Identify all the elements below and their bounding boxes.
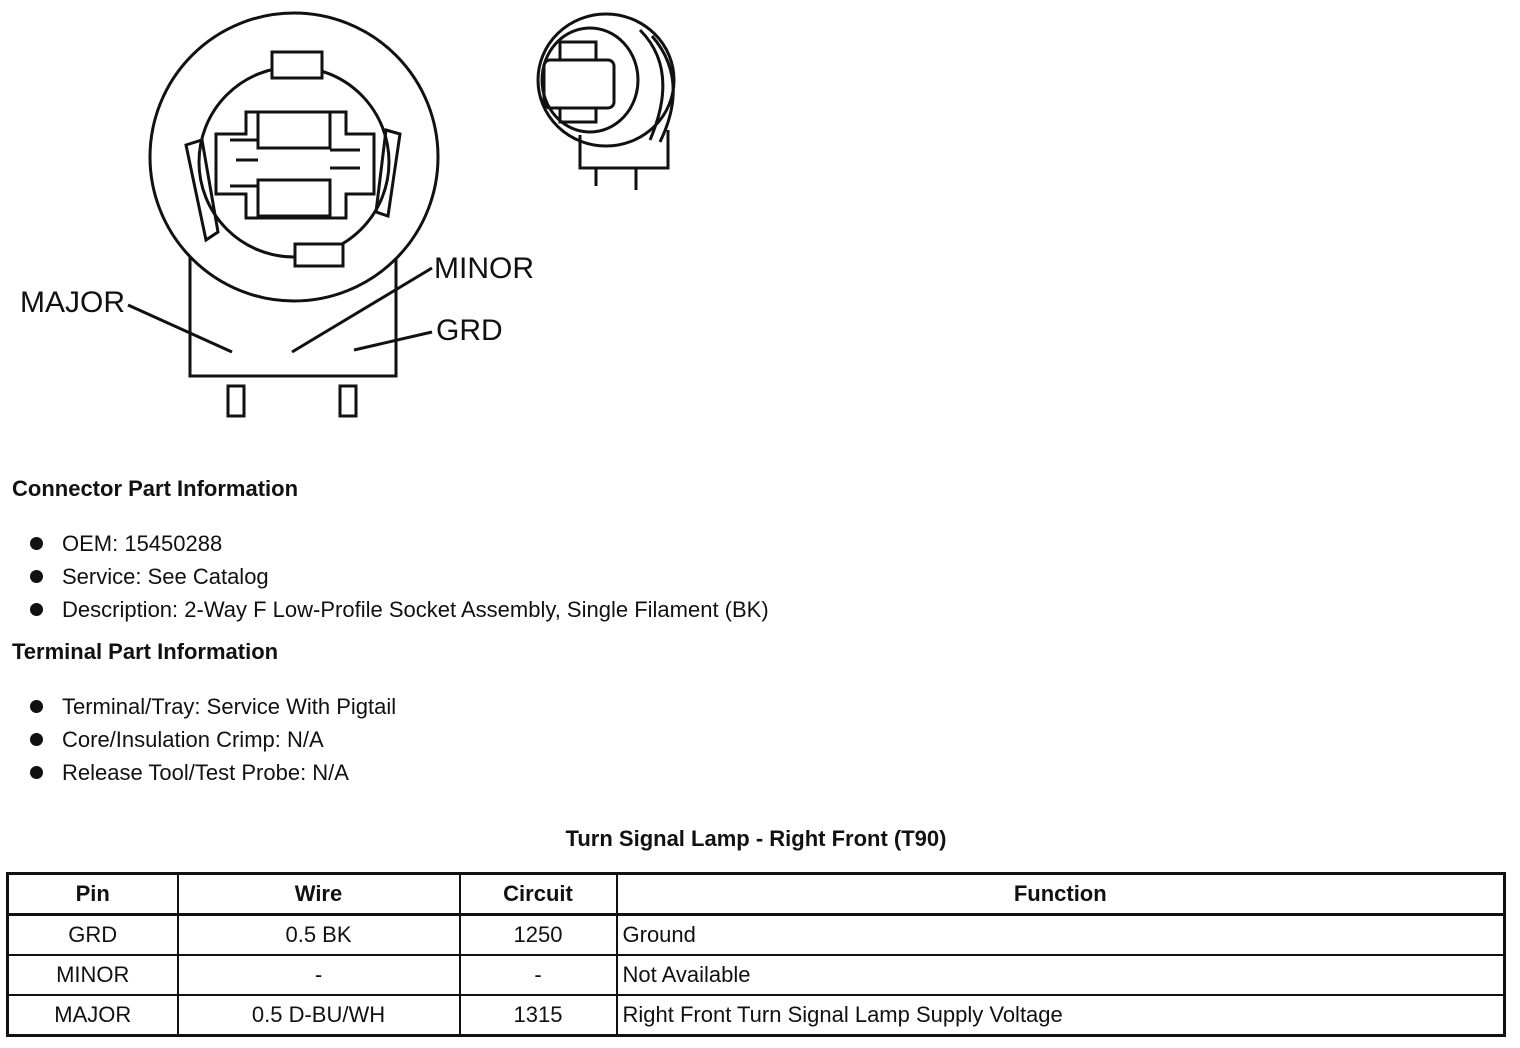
major-pin-label: MAJOR <box>20 286 125 319</box>
cell-pin: GRD <box>8 915 178 956</box>
list-item: Terminal/Tray: Service With Pigtail <box>28 690 396 723</box>
terminal-info-list <box>28 690 396 789</box>
list-item: OEM: 15450288 <box>28 527 769 560</box>
connector-diagram <box>0 0 760 440</box>
cell-wire: 0.5 D-BU/WH <box>178 995 460 1036</box>
list-item: Release Tool/Test Probe: N/A <box>28 756 396 789</box>
connector-info-heading: Connector Part Information <box>12 476 299 501</box>
cell-circuit: 1315 <box>460 995 617 1036</box>
header-pin: Pin <box>8 874 178 915</box>
table-row <box>8 995 1505 1036</box>
pinout-table <box>6 872 1506 1037</box>
list-item: Description: 2-Way F Low-Profile Socket Assembly, Single Filament (BK) <box>28 593 769 626</box>
grd-pin-label: GRD <box>436 314 503 347</box>
table-title: Turn Signal Lamp - Right Front (T90) <box>565 826 947 851</box>
socket-face-view <box>150 13 438 416</box>
table-header-row <box>8 874 1505 915</box>
cell-circuit: - <box>460 955 617 995</box>
cell-function: Ground <box>617 915 1505 956</box>
header-wire: Wire <box>178 874 460 915</box>
cell-function: Not Available <box>617 955 1505 995</box>
cell-wire: 0.5 BK <box>178 915 460 956</box>
header-circuit: Circuit <box>460 874 617 915</box>
list-item: Service: See Catalog <box>28 560 769 593</box>
cell-circuit: 1250 <box>460 915 617 956</box>
minor-pin-label: MINOR <box>434 252 534 285</box>
table-row <box>8 955 1505 995</box>
terminal-info-heading: Terminal Part Information <box>12 639 279 664</box>
list-item: Core/Insulation Crimp: N/A <box>28 723 396 756</box>
header-function: Function <box>617 874 1505 915</box>
cell-pin: MAJOR <box>8 995 178 1036</box>
connector-info-list <box>28 527 769 626</box>
socket-side-view <box>538 14 674 190</box>
cell-wire: - <box>178 955 460 995</box>
cell-pin: MINOR <box>8 955 178 995</box>
table-row <box>8 915 1505 956</box>
cell-function: Right Front Turn Signal Lamp Supply Voltage <box>617 995 1505 1036</box>
